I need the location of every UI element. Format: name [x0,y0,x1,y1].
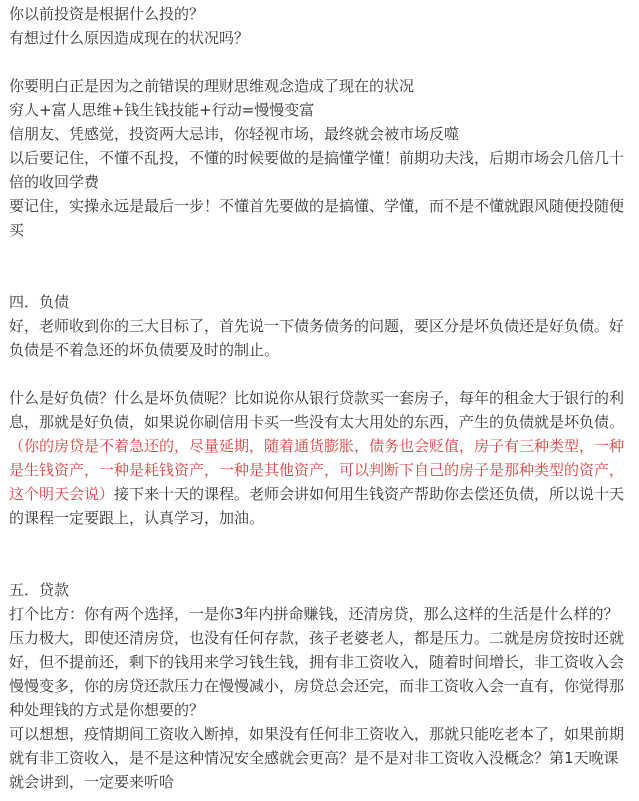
intro-paragraph-3: 信朋友、凭感觉，投资两大忌讳，你轻视市场，最终就会被市场反噬 [9,125,460,143]
intro-paragraph-4: 以后要记住，不懂不乱投，不懂的时候要做的是搞懂学懂！前期功夫浅，后期市场会几倍几十倍的收回学费 [9,149,625,191]
intro-formula: 穷人+富人思维+钱生钱技能+行动=慢慢变富 [9,101,315,119]
spacer [9,530,631,554]
loan-paragraph-2: 可以想想，疫情期间工资收入断掉，如果没有任何非工资收入，那就只能吃老本了，如果前期就有非工资收入，是不是这种情况安全感就会更高？是不是对非工资收入没概念？第1天晚课就会讲到，一定要来听哈 [9,725,625,791]
intro-paragraph-1: 你要明白正是因为之前错误的理财思维观念造成了现在的状况 [9,77,415,95]
intro-question-1: 你以前投资是根据什么投的？ [9,5,205,23]
debt-paragraph-2-tail: 接下来十天的课程。老师会讲如何用生钱资产帮助你去偿还负债，所以说十天的课程一定要跟上，认真学习，加油。 [9,485,625,527]
debt-highlight-note: （你的房贷是不着急还的，尽量延期，随着通货膨胀，债务也会贬值，房子有三种类型，一种是生钱资产，一种是耗钱资产，一种是其他资产，可以判断下自己的房子是那种类型的资产，这个明天会说） [9,437,625,503]
intro-paragraph-5: 要记住，实操永远是最后一步！不懂首先要做的是搞懂、学懂，而不是不懂就跟风随便投随便买 [9,197,625,239]
loan-paragraph-1: 打个比方：你有两个选择，一是你3年内拼命赚钱，还清房贷，那么这样的生活是什么样的？压力极大，即使还清房贷，也没有任何存款，孩子老婆老人，都是压力。二就是房贷按时还就好，但不提前还，剩下的钱用来学习钱生钱，拥有非工资收入，随着时间增长，非工资收入会慢慢变多，你的房贷还款压力在慢慢减小，房贷总会还完，而非工资收入会一直有，你觉得那种处理钱的方式是你想要的？ [9,605,625,719]
intro-question-2: 有想过什么原因造成现在的状况吗？ [9,29,250,47]
spacer [9,554,631,578]
debt-paragraph-1: 好，老师收到你的三大目标了，首先说一下债务债务的问题，要区分是坏负债还是好负债。好负债是不着急还的坏负债要及时的制止。 [9,317,625,359]
debt-heading: 四．负债 [9,293,70,311]
spacer [9,242,631,266]
spacer [9,362,631,386]
debt-paragraph-2 [9,386,631,530]
spacer [9,266,631,290]
spacer [9,50,631,74]
debt-paragraph-2-text: 什么是好负债？什么是坏负债呢？比如说你从银行贷款买一套房子，每年的租金大于银行的利息，那就是好负债，如果说你刷信用卡买一些没有太大用处的东西，产生的负债就是坏负债。 [9,389,625,431]
loan-heading: 五．贷款 [9,581,70,599]
